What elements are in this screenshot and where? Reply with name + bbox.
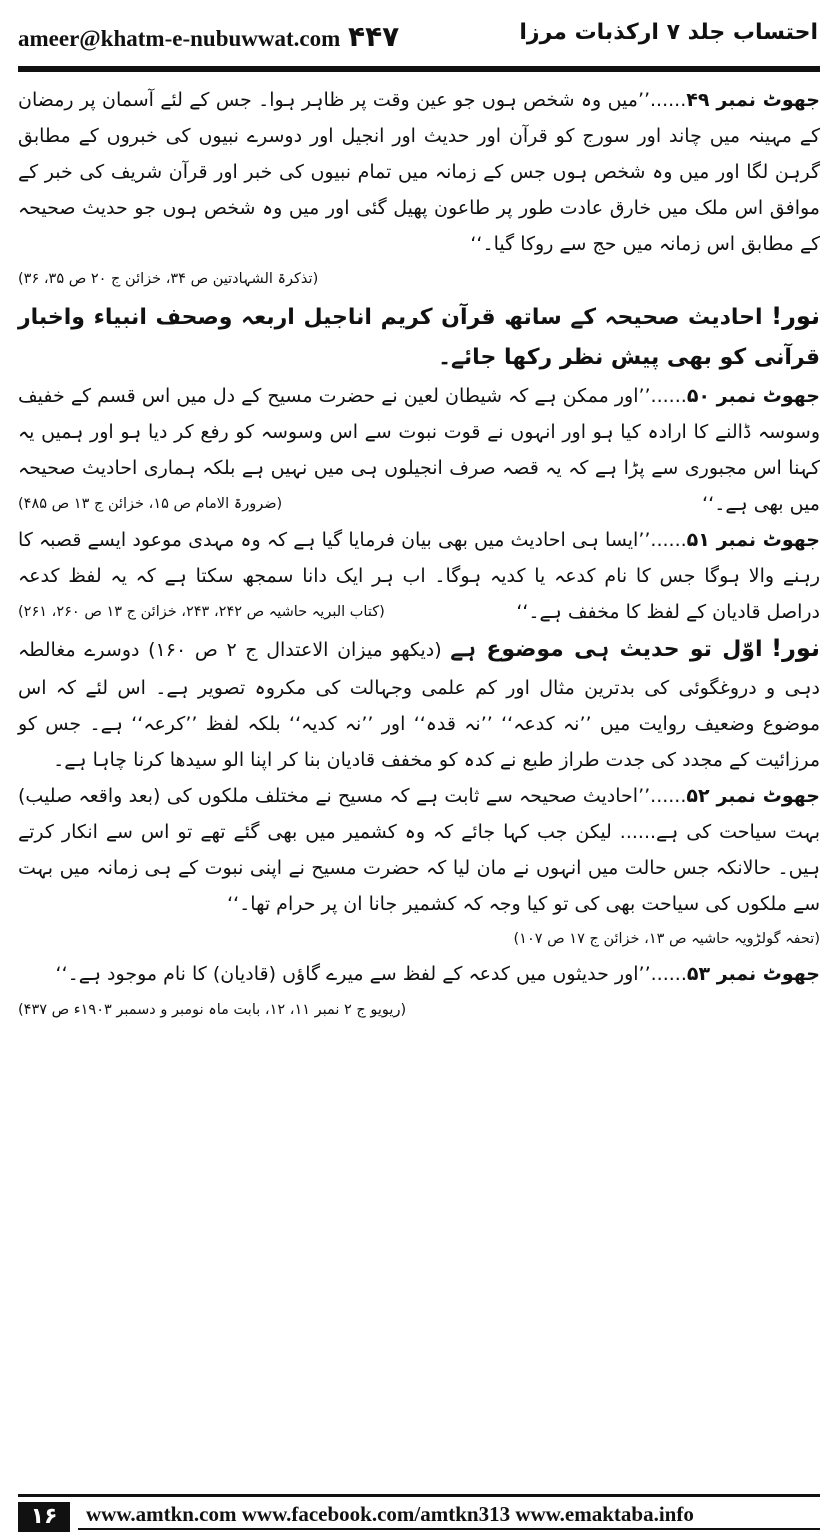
lie-49-text: ......’’میں وہ شخص ہوں جو عین وقت پر ظاہر ہوا۔ جس کے لئے آسمان پر رمضان کے مہینہ میں چاند اور سورج کو قرآن اور حدیث اور انجیل اور دوسرے نبیوں کی خبروں کے مطابق گرہن لگا اور میں وہ شخص ہوں جس کے زمانہ میں تمام نبیوں کی خبر اور قرآن شریف کی خبر کے موافق اس ملک میں خارق عادت طور پر طاعون پھیل گئی اور میں وہ شخص ہوں جو حدیث صحیحہ کے مطابق اس زمانہ میں حج سے روکا گیا۔‘‘: [18, 89, 820, 255]
header-email: ameer@khatm-e-nubuwwat.com: [18, 26, 341, 51]
lie-50-reference: (ضرورۃ الامام ص ۱۵، خزائن ج ۱۳ ص ۴۸۵): [18, 496, 283, 512]
nur-1-label: نور!: [771, 302, 820, 330]
nur-1-paragraph: [18, 296, 820, 378]
lie-51-paragraph: [18, 522, 820, 630]
lie-52-label: جھوٹ نمبر ۵۲: [686, 785, 820, 807]
header-rule: [18, 66, 820, 72]
lie-51-reference: (کتاب البریہ حاشیہ ص ۲۴۲، ۲۴۳، خزائن ج ۱۳ ص ۲۶۰، ۲۶۱): [18, 604, 385, 620]
header-page-number: ۴۴۷: [348, 20, 400, 53]
nur-2-paragraph: [18, 630, 820, 778]
lie-49-paragraph: [18, 82, 820, 262]
nur-2-label: نور!: [771, 634, 820, 662]
lie-50-text: ......’’اور ممکن ہے کہ شیطان لعین نے حضرت مسیح کے دل میں اس قسم کے خفیف وسوسہ ڈالنے کا ارادہ کیا ہو اور انہوں نے قوت نبوت سے اس وسوسہ کو رفع کر دیا ہو اور ہمیں یہ کہنا اس مجبوری سے پڑا ہے کہ یہ قصہ صرف انجیلوں ہی میں نہیں ہے بلکہ ہماری احادیث صحیحہ میں بھی ہے۔‘‘: [18, 385, 820, 515]
nur-2-reference: (دیکھو میزان الاعتدال ج ۲ ص ۱۶۰): [148, 639, 442, 661]
page-content: [18, 82, 820, 1028]
page-header: [18, 14, 818, 58]
header-book-title: احتساب جلد ۷ ارکذبات مرزا: [519, 20, 818, 45]
lie-50-paragraph: [18, 378, 820, 522]
footer-page-number: ۱۶: [18, 1502, 70, 1532]
lie-49-label: جھوٹ نمبر ۴۹: [686, 89, 820, 111]
lie-52-paragraph: [18, 778, 820, 922]
nur-2-text: اوّل تو حدیث ہی موضوع ہے: [450, 637, 763, 662]
lie-53-paragraph: [18, 956, 820, 1018]
lie-53-label: جھوٹ نمبر ۵۳: [686, 963, 820, 985]
nur-1-text: احادیث صحیحہ کے ساتھ قرآن کریم اناجیل اربعہ وصحف انبیاء واخبار قرآنی کو بھی پیش نظر رکھا جائے۔: [18, 305, 820, 370]
lie-52-reference: (تحفہ گولڑویہ حاشیہ ص ۱۳، خزائن ج ۱۷ ص ۱۰۷): [513, 931, 820, 947]
lie-52-text: ......’’احادیث صحیحہ سے ثابت ہے کہ مسیح نے مختلف ملکوں کی (بعد واقعہ صلیب) بہت سیاحت کی ہے...... لیکن جب کہا جائے کہ وہ کشمیر میں بھی گئے تھے تو اس سے انکار کرتے ہیں۔ حالانکہ جس حالت میں انہوں نے مان لیا کہ حضرت مسیح نے اپنی نبوت کے ہی زمانہ میں بہت سے ملکوں کی سیاحت بھی کی تو کیا وجہ کہ کشمیر جانا ان پر حرام تھا۔‘‘: [18, 785, 820, 915]
lie-51-label: جھوٹ نمبر ۵۱: [686, 529, 820, 551]
footer-urls: www.amtkn.com www.facebook.com/amtkn313 www.emaktaba.info: [86, 1502, 694, 1526]
lie-50-label: جھوٹ نمبر ۵۰: [686, 385, 821, 407]
lie-51-text: ......’’ایسا ہی احادیث میں بھی بیان فرمایا گیا ہے کہ وہ مہدی موعود ایسے قصبہ کا رہنے والا ہوگا جس کا نام کدعہ یا کدیہ ہوگا۔ اب ہر ایک دانا سمجھ سکتا ہے کہ یہ لفظ کدعہ دراصل قادیان کے لفظ کا مخفف ہے۔‘‘: [18, 529, 820, 623]
footer-rule: [18, 1494, 820, 1497]
lie-49-reference: (تذکرۃ الشہادتین ص ۳۴، خزائن ج ۲۰ ص ۳۵، ۳۶): [18, 271, 319, 287]
lie-53-reference: (ریویو ج ۲ نمبر ۱۱، ۱۲، بابت ماہ نومبر و دسمبر ۱۹۰۳ء ص ۴۳۷): [18, 1002, 407, 1018]
footer-underline: [78, 1528, 820, 1530]
nur-2-continuation: دوسرے مغالطہ دہی و دروغگوئی کی بدترین مثال اور کم علمی وجہالت کی مکروہ تصویر ہے۔ اس لئے کہ اس موضوع وضعیف روایت میں ’’نہ کدعہ‘‘ ’’نہ قدہ‘‘ اور ’’نہ کدیہ‘‘ بلکہ لفظ ’’کرعہ‘‘ ہے۔ جس کو مرزائیت کے مجدد کی جدت طراز طبع نے کدہ کو مخفف قادیان بنا کر اپنا الو سیدھا کرنا چاہا ہے۔: [18, 639, 820, 771]
lie-53-text: ......’’اور حدیثوں میں کدعہ کے لفظ سے میرے گاؤں (قادیان) کا نام موجود ہے۔‘‘: [55, 963, 687, 985]
page-footer: [18, 1494, 820, 1530]
